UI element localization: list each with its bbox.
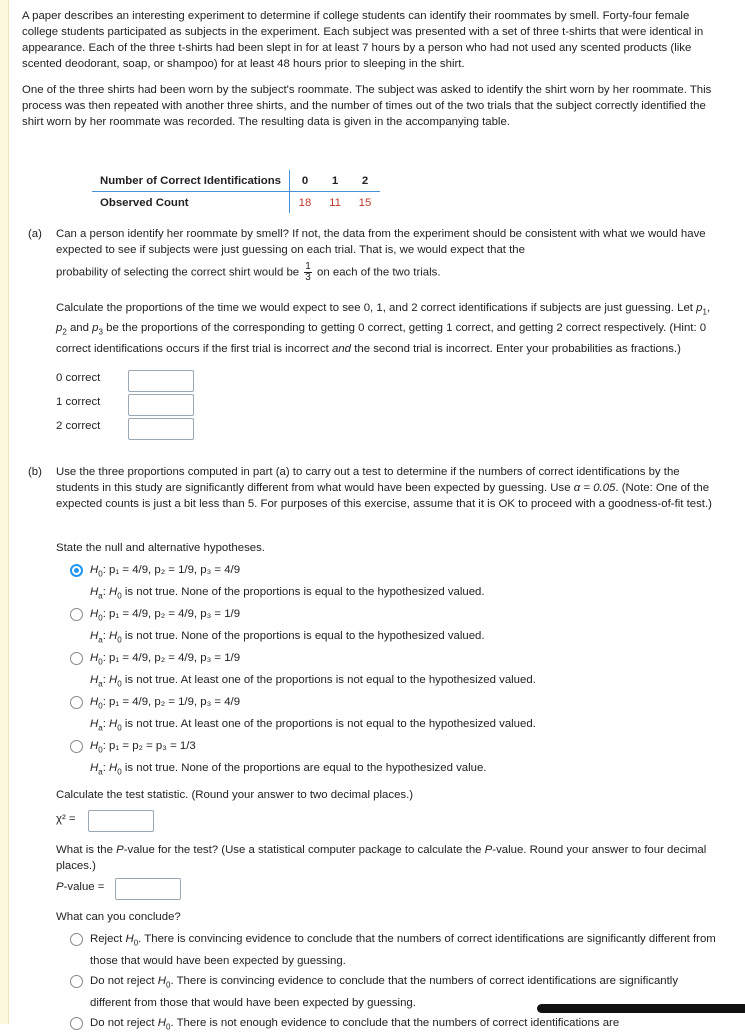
hypothesis-radio-2[interactable] — [70, 608, 83, 621]
part-a-text2-after: on each of the two trials. — [317, 266, 441, 279]
conclusion-option-2[interactable]: Do not reject $H_0$. There is convincing evidence to conclude that the numbers of correct identifications are significantly different from those that would have been expected by guessing. — [90, 975, 679, 1010]
conclusion-prompt: What can you conclude? — [56, 911, 181, 923]
part-a-text1: Can a person identify her roommate by smell? If not, the data from the experiment should be consistent with what we would have expected to see if subjects were just guessing on each trial. That is, we would expect that the — [56, 228, 706, 256]
row-label: Observed Count — [100, 196, 189, 209]
intro-paragraph-2: One of the three shirts had been worn by the subject's roommate. The subject was asked to identify the shirt worn by her roommate. This process was then repeated with another three shirts, and the number of times out of the two trials that the subject correctly identified the shirt worn by her roommate was recorded. The resulting data is given in the accompanying table. — [22, 84, 712, 128]
part-b-label: (b) — [28, 466, 42, 478]
p-value-input[interactable] — [115, 878, 181, 900]
row-label: Number of Correct Identifications — [92, 170, 290, 192]
hypothesis-radio-5[interactable] — [70, 740, 83, 753]
conclusion-radio-1[interactable] — [70, 933, 83, 946]
table-row — [92, 170, 380, 192]
input-label-0: 0 correct — [56, 372, 101, 384]
part-a-label: (a) — [28, 228, 42, 240]
conclusion-option-3[interactable]: Do not reject $H_0$. There is not enough evidence to conclude that the numbers of correct identifications are — [90, 1017, 620, 1032]
hypothesis-radio-3[interactable] — [70, 652, 83, 665]
table-cell: 18 — [290, 192, 321, 214]
table-row — [92, 192, 380, 214]
conclusion-radio-2[interactable] — [70, 975, 83, 988]
table-header: 1 — [320, 170, 350, 192]
part-a-text2-before: probability of selecting the correct shirt would be — [56, 266, 300, 279]
left-edge-strip — [0, 0, 9, 1024]
hypothesis-option-3[interactable]: $H_0$: p₁ = 4/9, p₂ = 4/9, p₃ = 1/9 $H_a$: $H_0$ is not true. At least one of the proportions is not equal to the hypothesized valued. — [90, 652, 536, 689]
chi-square-label: χ² = — [56, 813, 76, 825]
hypothesis-radio-1[interactable] — [70, 564, 83, 577]
fraction-one-third: $\frac{1}{3}$ — [305, 261, 311, 283]
hypothesis-option-5[interactable]: $H_0$: p₁ = p₂ = p₃ = 1/3 $H_a$: $H_0$ is not true. None of the proportions are equal to the hypothesized value. — [90, 740, 487, 777]
hypothesis-option-4[interactable]: $H_0$: p₁ = 4/9, p₂ = 1/9, p₃ = 4/9 $H_a$: $H_0$ is not true. At least one of the proportions is not equal to the hypothesized valued. — [90, 696, 536, 733]
table-cell: 11 — [329, 196, 341, 209]
conclusion-option-1[interactable]: Reject $H_0$. There is convincing evidence to conclude that the numbers of correct identifications are significantly different from those that would have been expected by guessing. — [90, 933, 716, 968]
observed-table — [92, 170, 380, 213]
part-b-text: Use the three proportions computed in part (a) to carry out a test to determine if the numbers of correct identifications by the students in this study are significantly different from what would have been expected by guessing. Use α = 0.05. (Note: One of the expected counts is just a bit less than 5. For purposes of this exercise, assume that it is OK to proceed with a goodness-of-fit test.) — [56, 466, 712, 510]
input-label-1: 1 correct — [56, 396, 101, 408]
table-header: 2 — [350, 170, 380, 192]
p-value-label: P-value = — [56, 881, 105, 893]
part-a-text3: Calculate the proportions of the time we would expect to see 0, 1, and 2 correct identifications if subjects are just guessing. Let $p_1$, $p_2$ and $p_3$ be the proportions of the corresponding to getting 0 correct, getting 1 correct, and getting 2 correct respectively. (Hint: 0 correct identifications occurs if the first trial is incorrect and the second trial is incorrect. Enter your probabilities as fractions.) — [56, 302, 711, 355]
test-statistic-prompt: Calculate the test statistic. (Round your answer to two decimal places.) — [56, 789, 414, 801]
two-correct-input[interactable] — [128, 418, 194, 440]
part-a-text2 — [56, 262, 716, 283]
input-label-2: 2 correct — [56, 420, 101, 432]
table-cell: 15 — [358, 196, 372, 209]
hypothesis-option-1[interactable]: $H_0$: p₁ = 4/9, p₂ = 1/9, p₃ = 4/9 $H_a$: $H_0$ is not true. None of the proportions is equal to the hypothesized valued. — [90, 564, 485, 601]
zero-correct-input[interactable] — [128, 370, 194, 392]
question-content — [22, 8, 722, 130]
hypothesis-radio-4[interactable] — [70, 696, 83, 709]
table-header: 0 — [290, 170, 321, 192]
hypothesis-option-2[interactable]: $H_0$: p₁ = 4/9, p₂ = 4/9, p₃ = 1/9 $H_a$: $H_0$ is not true. None of the proportions is equal to the hypothesized valued. — [90, 608, 485, 645]
chi-square-input[interactable] — [88, 810, 154, 832]
state-hypotheses-prompt: State the null and alternative hypotheses. — [56, 542, 265, 554]
p-value-prompt: What is the P-value for the test? (Use a statistical computer package to calculate the P-value. Round your answer to four decimal places.) — [56, 844, 707, 872]
intro-paragraph-1: A paper describes an interesting experiment to determine if college students can identify their roommates by smell. Forty-four female college students participated as subjects in the experiment. Each subject was presented with a set of three t-shirts that were identical in appearance. Each of the three t-shirts had been slept in for at least 7 hours by a person who had not used any scented products (like scented deodorant, soap, or shampoo) for at least 48 hours prior to sleeping in the shirt. — [22, 10, 704, 70]
occluding-bar — [537, 1004, 745, 1013]
one-correct-input[interactable] — [128, 394, 194, 416]
